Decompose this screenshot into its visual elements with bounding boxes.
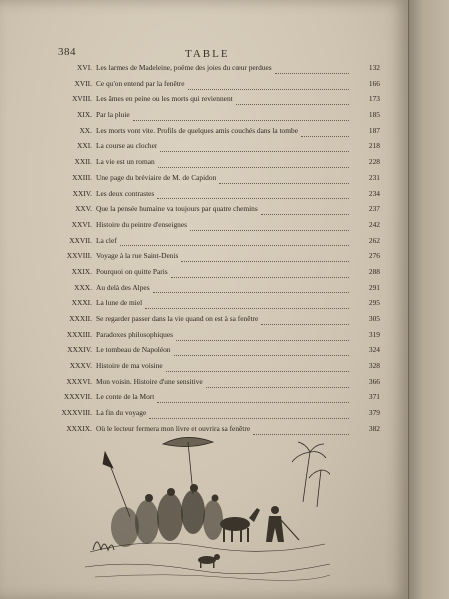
engraving-illustration [85,432,330,582]
toc-chapter-number: XXXIV. [67,345,92,355]
toc-chapter-number: XVII. [74,78,92,88]
toc-leader-dots [149,417,349,419]
toc-page-number: 371 [368,392,380,402]
toc-page-number: 288 [368,266,380,276]
toc-chapter-title: Ce qu'on entend par la fenêtre [96,78,185,88]
toc-leader-dots [181,260,349,262]
toc-page-number: 382 [368,423,380,433]
toc-entry [40,345,380,361]
toc-chapter-number: XVIII. [72,94,92,104]
toc-entry [40,236,380,252]
toc-chapter-number: XXIV. [72,188,92,198]
toc-page-number: 319 [368,329,380,339]
toc-chapter-number: XXXIII. [66,329,92,339]
toc-leader-dots [261,213,349,215]
toc-leader-dots [219,182,349,184]
toc-page-number: 295 [368,298,380,308]
toc-chapter-title: La clef [96,235,117,245]
toc-leader-dots [157,197,349,199]
toc-leader-dots [174,354,350,356]
toc-chapter-number: XXVII. [69,235,92,245]
toc-chapter-title: Se regarder passer dans la vie quand on est à sa fenêtre [96,314,259,323]
toc-entry [40,157,380,173]
toc-page-number: 231 [368,172,380,182]
toc-chapter-title: Histoire du peintre d'enseignes [96,219,188,229]
toc-chapter-number: XX. [79,125,92,135]
toc-page-number: 173 [368,94,380,104]
toc-leader-dots [166,370,349,372]
page-heading: TABLE [185,48,230,60]
toc-entry [40,79,380,95]
toc-leader-dots [301,135,349,137]
toc-chapter-title: La course au clocher [96,141,158,151]
toc-leader-dots [158,166,349,168]
toc-chapter-title: Le tombeau de Napoléon [96,345,171,355]
page-number: 384 [58,46,76,58]
toc-chapter-number: XXIX. [71,266,92,276]
toc-leader-dots [261,323,349,325]
toc-leader-dots [176,339,349,341]
toc-chapter-title: Que la pensée humaine va toujours par quatre chemins [96,204,258,214]
toc-chapter-title: Les morts vont vite. Profils de quelques amis couchés dans la tombe [96,125,298,135]
toc-page-number: 242 [368,219,380,229]
toc-page-number: 262 [368,235,380,245]
toc-entry [40,283,380,299]
toc-chapter-number: XXX. [74,282,92,292]
toc-page-number: 187 [368,125,380,135]
toc-page-number: 237 [368,204,380,214]
toc-leader-dots [133,119,349,121]
toc-chapter-number: XXXIX. [66,423,92,433]
toc-leader-dots [160,150,349,152]
toc-entry [40,298,380,314]
toc-page-number: 328 [368,361,380,371]
toc-chapter-title: Où le lecteur fermera mon livre et ouvrira sa fenêtre [96,423,251,433]
toc-chapter-number: XXVIII. [66,251,92,261]
toc-chapter-number: XXIII. [72,172,92,182]
toc-chapter-title: Mon voisin. Histoire d'une sensitive [96,376,203,386]
toc-entry [40,126,380,142]
toc-chapter-title: Une page du bréviaire de M. de Capidon [96,172,217,182]
toc-page-number: 218 [368,141,380,151]
toc-page-number: 305 [368,314,380,323]
toc-entry [40,330,380,346]
toc-entry [40,251,380,267]
toc-chapter-number: XXXVI. [66,376,92,386]
toc-chapter-title: La fin du voyage [96,408,147,418]
toc-chapter-number: XXVI. [71,219,92,229]
toc-page-number: 324 [368,345,380,355]
toc-chapter-number: XIX. [77,110,92,120]
toc-entry [40,63,380,79]
toc-chapter-number: XXXV. [69,361,92,371]
toc-chapter-title: Les deux contrastes [96,188,155,198]
toc-leader-dots [188,88,349,90]
toc-leader-dots [275,72,349,74]
toc-leader-dots [171,276,349,278]
toc-entry [40,204,380,220]
toc-entry [40,267,380,283]
toc-entry [40,361,380,377]
toc-entry [40,392,380,408]
toc-chapter-number: XXXI. [71,298,92,308]
toc-entry [40,110,380,126]
toc-chapter-number: XXXII. [69,314,92,323]
toc-entry [40,314,380,330]
toc-chapter-number: XXXVIII. [61,408,92,418]
toc-leader-dots [236,103,349,105]
toc-chapter-title: La lune de miel [96,298,143,308]
toc-entry [40,173,380,189]
toc-page-number: 276 [368,251,380,261]
toc-chapter-number: XXXVII. [63,392,92,402]
toc-chapter-number: XVI. [77,63,92,72]
toc-page-number: 234 [368,188,380,198]
toc-page-number: 228 [368,157,380,167]
adjacent-page-edge [408,0,449,599]
toc-leader-dots [190,229,349,231]
toc-chapter-number: XXV. [75,204,92,214]
toc-page-number: 132 [368,63,380,72]
toc-chapter-title: Au delà des Alpes [96,282,150,292]
toc-leader-dots [153,291,349,293]
toc-chapter-title: Les larmes de Madeleine, poëme des joies du cœur perdues [96,63,272,72]
toc-entry [40,141,380,157]
toc-page-number: 379 [368,408,380,418]
toc-entry [40,189,380,205]
toc-leader-dots [145,307,349,309]
toc-chapter-number: XXII. [74,157,92,167]
toc-leader-dots [206,386,349,388]
toc-chapter-number: XXI. [77,141,92,151]
toc-chapter-title: Pourquoi on quitte Paris [96,266,168,276]
toc-entry [40,377,380,393]
toc-page-number: 166 [368,78,380,88]
toc-chapter-title: La vie est un roman [96,157,155,167]
toc-chapter-title: Le conte de la Mort [96,392,155,402]
toc-entry [40,220,380,236]
toc-page-number: 291 [368,282,380,292]
toc-chapter-title: Paradoxes philosophiques [96,329,173,339]
toc-chapter-title: Voyage à la rue Saint-Denis [96,251,179,261]
toc-leader-dots [120,244,349,246]
toc-chapter-title: Histoire de ma voisine [96,361,163,371]
toc-chapter-title: Par la pluie [96,110,130,120]
toc-entry [40,94,380,110]
toc-entry [40,408,380,424]
toc-leader-dots [157,401,349,403]
toc-chapter-title: Les âmes en peine ou les morts qui reviennent [96,94,233,104]
table-of-contents [40,63,380,440]
toc-page-number: 366 [368,376,380,386]
toc-page-number: 185 [368,110,380,120]
